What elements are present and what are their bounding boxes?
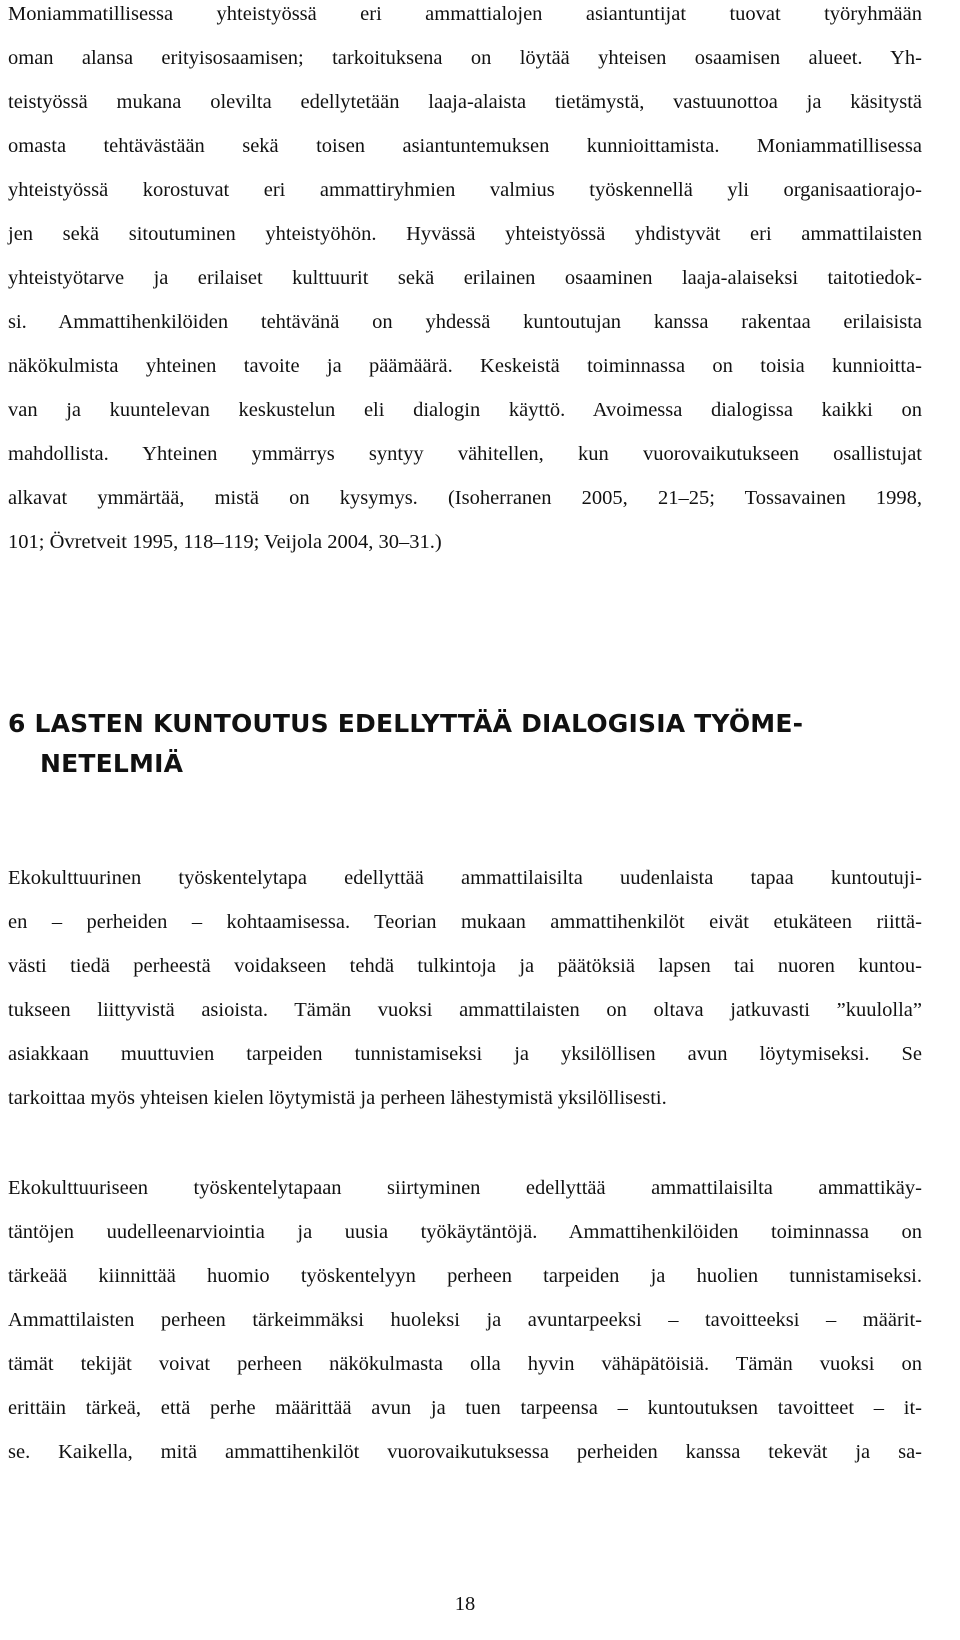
text-line: omasta tehtävästään sekä toisen asiantuntemuksen kunnioittamista. Moniammatillisessa	[8, 135, 922, 157]
text-line: näkökulmista yhteinen tavoite ja päämäärä. Keskeistä toiminnassa on toisia kunnioitta-	[8, 355, 922, 377]
text-line: erittäin tärkeä, että perhe määrittää avun ja tuen tarpeensa – kuntoutuksen tavoitteet – it-	[8, 1397, 922, 1419]
text-line: Ammattilaisten perheen tärkeimmäksi huoleksi ja avuntarpeeksi – tavoitteeksi – määrit-	[8, 1309, 922, 1331]
text-line: en – perheiden – kohtaamisessa. Teorian mukaan ammattihenkilöt eivät etukäteen riittä-	[8, 911, 922, 933]
section-heading-line: NETELMIÄ	[40, 749, 184, 778]
text-line: yhteistyössä korostuvat eri ammattiryhmien valmius työskennellä yli organisaatiorajo-	[8, 179, 922, 201]
text-line: tarkoittaa myös yhteisen kielen löytymistä ja perheen lähestymistä yksilöllisesti.	[8, 1087, 667, 1109]
paragraph-work-practices	[8, 1166, 922, 1474]
text-line: västi tiedä perheestä voidakseen tehdä tulkintoja ja päätöksiä lapsen tai nuoren kuntou-	[8, 955, 922, 977]
paragraph-multiprofessional-cooperation	[8, 0, 922, 564]
text-line: yhteistyötarve ja erilaiset kulttuurit sekä erilainen osaaminen laaja-alaiseksi taitotiedok-	[8, 267, 922, 289]
text-line: asiakkaan muuttuvien tarpeiden tunnistamiseksi ja yksilöllisen avun löytymiseksi. Se	[8, 1043, 922, 1065]
text-line: tärkeää kiinnittää huomio työskentelyyn perheen tarpeiden ja huolien tunnistamiseksi.	[8, 1265, 922, 1287]
text-line: teistyössä mukana olevilta edellytetään laaja-alaista tietämystä, vastuunottoa ja käsitystä	[8, 91, 922, 113]
text-line: 101; Övretveit 1995, 118–119; Veijola 2004, 30–31.)	[8, 531, 442, 553]
text-line: Moniammatillisessa yhteistyössä eri ammattialojen asiantuntijat tuovat työryhmään	[8, 3, 922, 25]
text-line: alkavat ymmärtää, mistä on kysymys. (Isoherranen 2005, 21–25; Tossavainen 1998,	[8, 487, 922, 509]
text-line: Ekokulttuurinen työskentelytapa edellyttää ammattilaisilta uudenlaista tapaa kuntoutuji-	[8, 867, 922, 889]
text-line: mahdollista. Yhteinen ymmärrys syntyy vähitellen, kun vuorovaikutukseen osallistujat	[8, 443, 922, 465]
page-number: 18	[454, 1593, 476, 1615]
text-line: Ekokulttuuriseen työskentelytapaan siirtyminen edellyttää ammattilaisilta ammattikäy-	[8, 1177, 922, 1199]
text-line: jen sekä sitoutuminen yhteistyöhön. Hyvässä yhteistyössä yhdistyvät eri ammattilaisten	[8, 223, 922, 245]
text-line: se. Kaikella, mitä ammattihenkilöt vuorovaikutuksessa perheiden kanssa tekevät ja sa-	[8, 1441, 922, 1463]
section-heading	[8, 704, 948, 784]
text-line: oman alansa erityisosaamisen; tarkoituksena on löytää yhteisen osaamisen alueet. Yh-	[8, 47, 922, 69]
paragraph-ecocultural-approach	[8, 856, 922, 1120]
text-line: van ja kuuntelevan keskustelun eli dialogin käyttö. Avoimessa dialogissa kaikki on	[8, 399, 922, 421]
text-line: tukseen liittyvistä asioista. Tämän vuoksi ammattilaisten on oltava jatkuvasti ”kuulolla”	[8, 999, 922, 1021]
text-line: täntöjen uudelleenarviointia ja uusia työkäytäntöjä. Ammattihenkilöiden toiminnassa on	[8, 1221, 922, 1243]
text-line: tämät tekijät voivat perheen näkökulmasta olla hyvin vähäpätöisiä. Tämän vuoksi on	[8, 1353, 922, 1375]
text-line: si. Ammattihenkilöiden tehtävänä on yhdessä kuntoutujan kanssa rakentaa erilaisista	[8, 311, 922, 333]
section-heading-line: 6 LASTEN KUNTOUTUS EDELLYTTÄÄ DIALOGISIA TYÖME-	[8, 709, 804, 738]
